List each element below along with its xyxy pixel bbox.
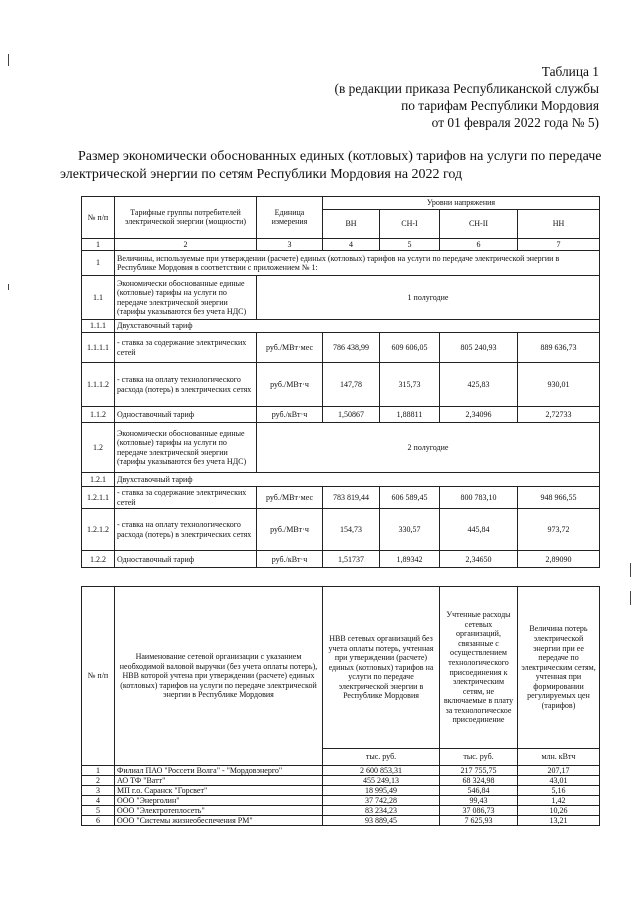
col-header-group: Тарифные группы потребителей электрической энергии (мощности) [115,197,257,239]
table-row [82,776,600,786]
org-losses: 1,42 [518,796,600,806]
value-nn: 2,72733 [518,407,600,423]
row-unit: руб./МВт·ч [257,509,323,551]
value-nn: 930,01 [518,363,600,407]
col-number: 6 [440,238,518,251]
row-num: 1.1.2 [82,407,115,423]
row-text: Одноставочный тариф [115,551,257,568]
scan-mark [8,284,9,290]
period-label: 2 полугодие [257,423,600,473]
col-header-nn: НН [518,209,600,238]
value-nn: 948 966,55 [518,487,600,509]
value-sn1: 1,89342 [380,551,440,568]
row-text: Величины, используемые при утверждении (расчете) единых (котловых) тарифов на услуги по передаче электрической энергии в Республике Мордовия в соответствии с приложением № 1: [115,251,600,276]
scan-mark [8,54,9,66]
row-num: 1.2.2 [82,551,115,568]
row-unit: руб./МВт·мес [257,487,323,509]
row-num: 1.2 [82,423,115,473]
col-header-vn: ВН [323,209,380,238]
org-num: 5 [82,806,115,816]
col-header-unit: Единица измерения [257,197,323,239]
unit-losses: млн. кВтч [518,749,600,766]
row-text: - ставка за содержание электрических сетей [115,487,257,509]
scan-mark [630,591,631,605]
org-name: ООО "Энерголин" [115,796,323,806]
table-row [82,796,600,806]
org-losses: 5,16 [518,786,600,796]
col-number: 5 [380,238,440,251]
value-vn: 147,78 [323,363,380,407]
org-losses: 13,21 [518,816,600,826]
col-number: 4 [323,238,380,251]
col-header-sn1: СН-I [380,209,440,238]
row-unit: руб./кВт·ч [257,551,323,568]
org-nvv: 37 742,28 [323,796,440,806]
period-label: 1 полугодие [257,276,600,320]
col-header-sn2: СН-II [440,209,518,238]
value-nn: 2,89090 [518,551,600,568]
row-num: 1.1.1.1 [82,333,115,363]
row-unit: руб./МВт·мес [257,333,323,363]
col-header-num: № п/п [82,197,115,239]
org-expenses: 99,43 [440,796,518,806]
org-nvv: 93 889,45 [323,816,440,826]
org-name: Филиал ПАО "Россети Волга" - "Мордовэнерго" [115,766,323,776]
row-text: - ставка на оплату технологического расхода (потерь) в электрических сетях [115,363,257,407]
value-sn1: 330,57 [380,509,440,551]
value-vn: 783 819,44 [323,487,380,509]
value-sn2: 800 783,10 [440,487,518,509]
unit-expenses: тыс. руб. [440,749,518,766]
org-name: ООО "Системы жизнеобеспечения РМ" [115,816,323,826]
org-expenses: 546,84 [440,786,518,796]
org-nvv: 83 234,23 [323,806,440,816]
org-expenses: 68 324,98 [440,776,518,786]
value-vn: 1,50867 [323,407,380,423]
org-num: 1 [82,766,115,776]
org-nvv: 18 995,49 [323,786,440,796]
org-nvv: 2 600 853,31 [323,766,440,776]
header-line: от 01 февраля 2022 года № 5) [431,115,599,130]
value-sn2: 2,34096 [440,407,518,423]
document-header [335,63,599,131]
value-sn1: 1,88811 [380,407,440,423]
row-unit: руб./кВт·ч [257,407,323,423]
org-num: 3 [82,786,115,796]
row-text: Двухставочный тариф [115,473,600,487]
org-expenses: 217 755,75 [440,766,518,776]
network-org-header-table [81,586,600,766]
org-expenses: 37 086,73 [440,806,518,816]
row-num: 1.2.1 [82,473,115,487]
org-name: ООО "Электротеплосеть" [115,806,323,816]
org-name: МП г.о. Саранск "Горсвет" [115,786,323,796]
row-num: 1.1.1.2 [82,363,115,407]
col-number: 2 [115,238,257,251]
table-row [82,786,600,796]
row-num: 1.2.1.1 [82,487,115,509]
row-unit: руб./МВт·ч [257,363,323,407]
org-num: 4 [82,796,115,806]
unit-nvv: тыс. руб. [323,749,440,766]
network-org-table [81,765,600,826]
org-expenses: 7 625,93 [440,816,518,826]
org-num: 6 [82,816,115,826]
value-nn: 889 636,73 [518,333,600,363]
col-header-num: № п/п [82,587,115,766]
row-num: 1 [82,251,115,276]
col-number: 7 [518,238,600,251]
tariff-table [81,196,600,568]
col-header-nvv: НВВ сетевых организаций без учета оплаты потерь, учтенная при утверждении (расчете) единых (котловых) тарифов на услуги по передаче электрической энергии в Республике Мордовия [323,587,440,749]
row-num: 1.2.1.2 [82,509,115,551]
header-line: по тарифам Республики Мордовия [401,98,599,113]
table-row [82,806,600,816]
value-vn: 154,73 [323,509,380,551]
col-number: 1 [82,238,115,251]
value-nn: 973,72 [518,509,600,551]
value-sn2: 445,84 [440,509,518,551]
value-sn2: 805 240,93 [440,333,518,363]
value-vn: 786 438,99 [323,333,380,363]
org-name: АО ТФ "Ватт" [115,776,323,786]
value-vn: 1,51737 [323,551,380,568]
col-header-levels: Уровни напряжения [323,197,600,210]
org-losses: 43,01 [518,776,600,786]
value-sn1: 315,73 [380,363,440,407]
col-header-losses: Величина потерь электрической энергии при ее передаче по электрическим сетям, учтенная при формировании регулируемых цен (тарифов) [518,587,600,749]
org-nvv: 455 249,13 [323,776,440,786]
org-losses: 207,17 [518,766,600,776]
col-number: 3 [257,238,323,251]
col-header-org-name: Наименование сетевой организации с указанием необходимой валовой выручки (без учета оплаты потерь), НВВ которой учтена при утверждении (расчете) единых (котловых) тарифов на услуги по передаче электрической энергии в Республике Мордовия [115,587,323,766]
row-text: - ставка за содержание электрических сетей [115,333,257,363]
org-losses: 10,26 [518,806,600,816]
page-title: Размер экономически обоснованных единых (котловых) тарифов на услуги по передаче электрической энергии по сетям Республики Мордовия на 2022 год [60,149,602,182]
table-row [82,766,600,776]
table-row [82,816,600,826]
scan-mark [630,563,631,577]
value-sn2: 2,34650 [440,551,518,568]
row-num: 1.1 [82,276,115,320]
row-text: Экономически обоснованные единые (котловые) тарифы на услуги по передаче электрической энергии (тарифы указываются без учета НДС) [115,276,257,320]
row-text: - ставка на оплату технологического расхода (потерь) в электрических сетях [115,509,257,551]
row-text: Одноставочный тариф [115,407,257,423]
header-line: Таблица 1 [541,64,599,79]
header-line: (в редакции приказа Республиканской службы [334,81,599,96]
value-sn1: 606 589,45 [380,487,440,509]
col-header-expenses: Учтенные расходы сетевых организаций, связанные с осуществлением технологического присоединения к электрическим сетям, не включаемые в плату за технологическое присоединение [440,587,518,749]
row-text: Двухставочный тариф [115,320,600,333]
row-num: 1.1.1 [82,320,115,333]
value-sn1: 609 606,05 [380,333,440,363]
row-text: Экономически обоснованные единые (котловые) тарифы на услуги по передаче электрической энергии (тарифы указываются без учета НДС) [115,423,257,473]
org-num: 2 [82,776,115,786]
value-sn2: 425,83 [440,363,518,407]
